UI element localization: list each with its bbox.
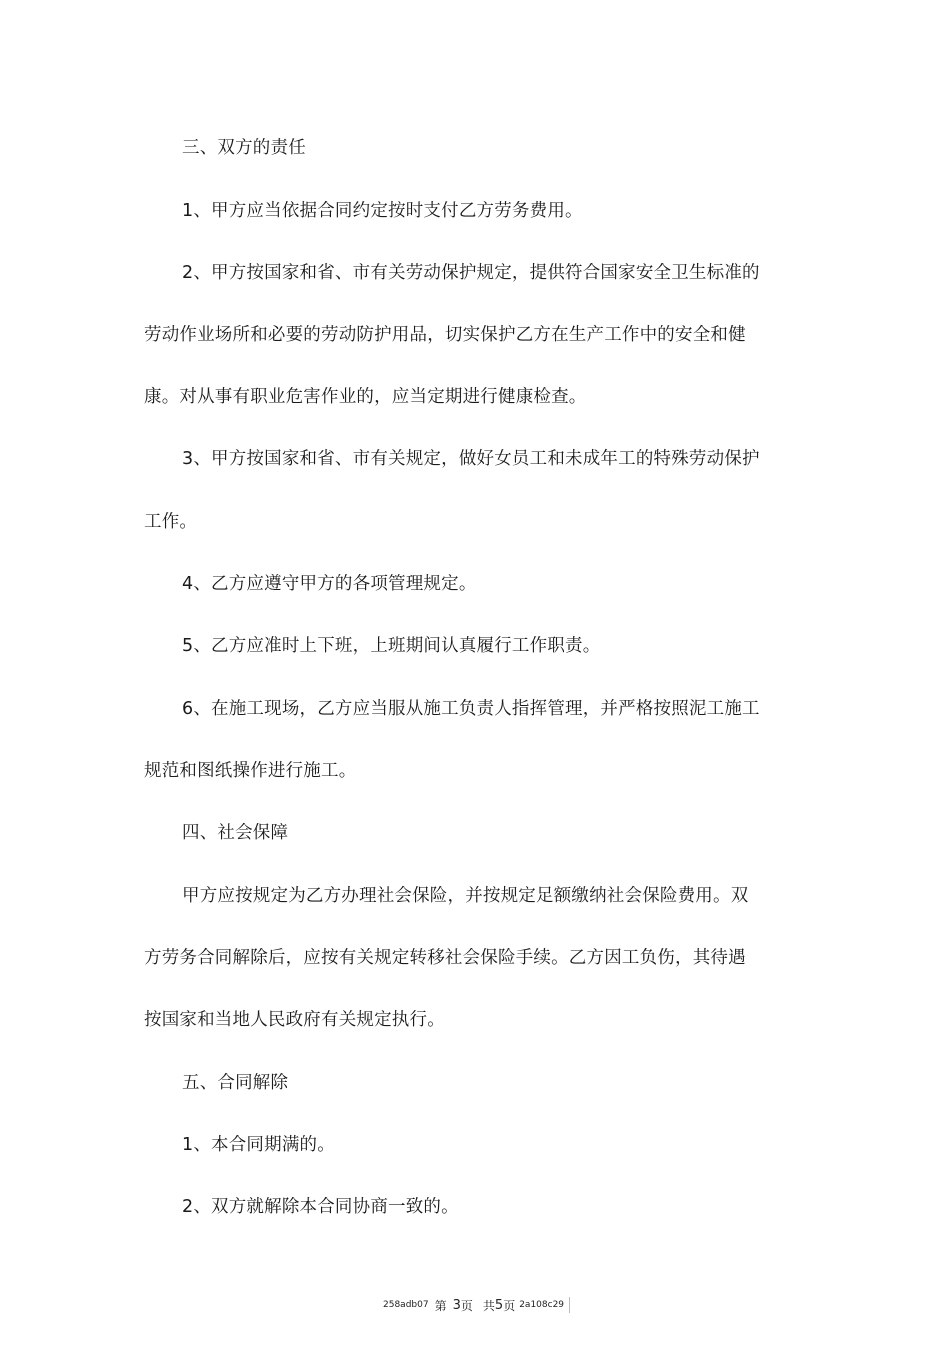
section-heading-responsibilities: 三、双方的责任 xyxy=(182,138,306,158)
paragraph-line: 规范和图纸操作进行施工。 xyxy=(144,761,357,781)
paragraph-line: 方劳务合同解除后，应按有关规定转移社会保险手续。乙方因工负伤，其待遇 xyxy=(144,948,746,968)
paragraph-line: 劳动作业场所和必要的劳动防护用品，切实保护乙方在生产工作中的安全和健 xyxy=(144,325,746,345)
paragraph-line: 工作。 xyxy=(144,512,198,532)
section-heading-social-security: 四、社会保障 xyxy=(182,823,289,843)
footer-total-prefix: 共 xyxy=(482,1298,495,1313)
paragraph-line: 5、乙方应准时上下班，上班期间认真履行工作职责。 xyxy=(182,636,601,656)
paragraph-line: 2、甲方按国家和省、市有关劳动保护规定，提供符合国家安全卫生标准的 xyxy=(182,263,760,283)
paragraph-line: 6、在施工现场，乙方应当服从施工负责人指挥管理，并严格按照泥工施工 xyxy=(182,699,760,719)
paragraph-line: 3、甲方按国家和省、市有关规定，做好女员工和未成年工的特殊劳动保护 xyxy=(182,449,760,469)
footer-page-prefix: 第 xyxy=(434,1298,447,1313)
footer-page-current: 3 xyxy=(452,1297,461,1313)
footer-page-total: 5 xyxy=(494,1297,504,1313)
footer-page-unit: 页 xyxy=(460,1298,473,1313)
page-footer xyxy=(383,1296,570,1314)
paragraph-line: 按国家和当地人民政府有关规定执行。 xyxy=(144,1010,445,1030)
section-heading-termination: 五、合同解除 xyxy=(182,1073,289,1093)
paragraph-line: 2、双方就解除本合同协商一致的。 xyxy=(182,1197,459,1217)
footer-total-unit: 页 xyxy=(503,1298,516,1313)
paragraph-line: 康。对从事有职业危害作业的，应当定期进行健康检查。 xyxy=(144,387,587,407)
footer-separator xyxy=(569,1297,570,1313)
footer-code-right: 2a108c29 xyxy=(519,1300,565,1310)
paragraph-line: 1、本合同期满的。 xyxy=(182,1135,335,1155)
paragraph-line: 1、甲方应当依据合同约定按时支付乙方劳务费用。 xyxy=(182,201,583,221)
footer-code-left: 258adb07 xyxy=(383,1300,429,1310)
paragraph-line: 甲方应按规定为乙方办理社会保险，并按规定足额缴纳社会保险费用。双 xyxy=(182,886,749,906)
paragraph-line: 4、乙方应遵守甲方的各项管理规定。 xyxy=(182,574,477,594)
